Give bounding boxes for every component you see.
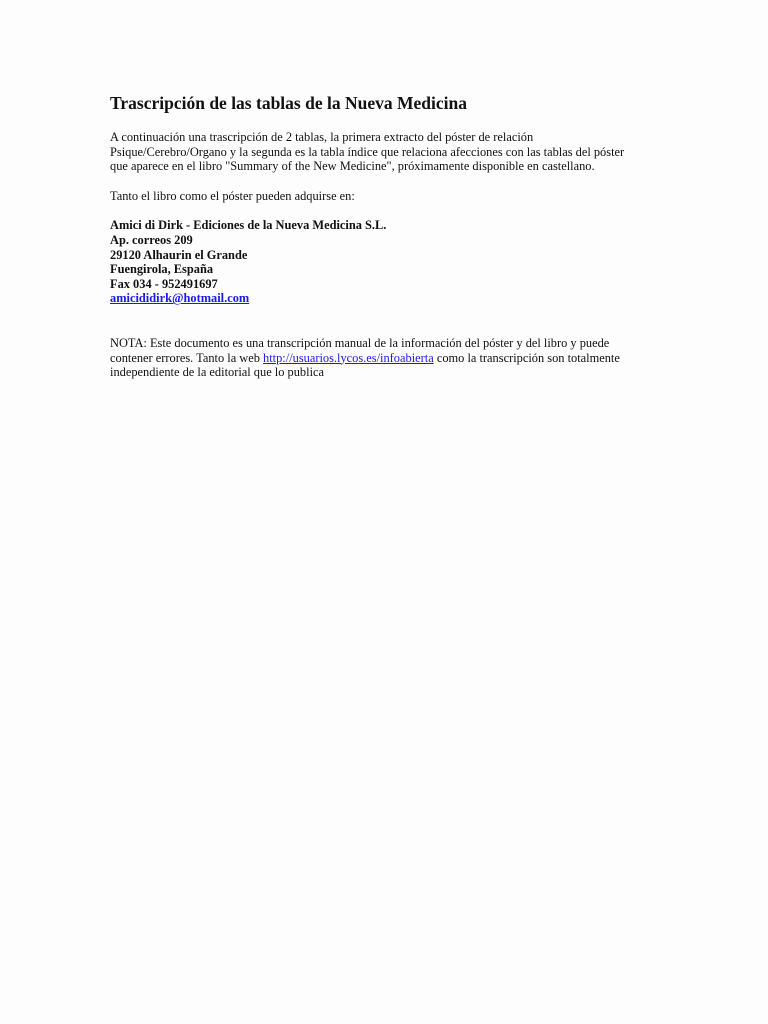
document-title: Trascripción de las tablas de la Nueva Medicina [110,93,467,113]
acquire-text: Tanto el libro como el póster pueden adquirse en: [110,188,355,203]
intro-line-1: A continuación una trascripción de 2 tablas, la primera extracto del póster de relación [110,130,534,144]
publisher-name: Amici di Dirk - Ediciones de la Nueva Medicina S.L. [110,218,387,233]
note-line-2-after: como la transcripción son totalmente [433,350,620,365]
note-line-3: independiente de la editorial que lo publica [110,365,325,380]
note-line-1: NOTA: Este documento es una transcripción manual de la información del póster y del libro y puede [110,335,610,350]
document-page [110,92,670,380]
acquire-paragraph [110,189,670,204]
note-paragraph [110,336,670,380]
intro-paragraph [110,130,670,174]
web-link[interactable]: http://usuarios.lycos.es/infoabierta [263,350,434,365]
note-line-2-before: contener errores. Tanto la web [110,350,264,365]
publisher-email-link[interactable]: amicididirk@hotmail.com [110,291,250,306]
publisher-po-box: Ap. correos 209 [110,232,193,247]
intro-line-3: que aparece en el libro "Summary of the New Medicine", próximamente disponible en castellano. [110,159,595,174]
intro-line-2: Psique/Cerebro/Organo y la segunda es la tabla índice que relaciona afecciones con las tablas del póster [110,144,625,159]
publisher-fax: Fax 034 - 952491697 [110,276,218,291]
publisher-address [110,218,670,306]
publisher-city: 29120 Alhaurin el Grande [110,247,248,262]
publisher-region: Fuengirola, España [110,262,214,277]
note-line-2 [110,351,670,366]
